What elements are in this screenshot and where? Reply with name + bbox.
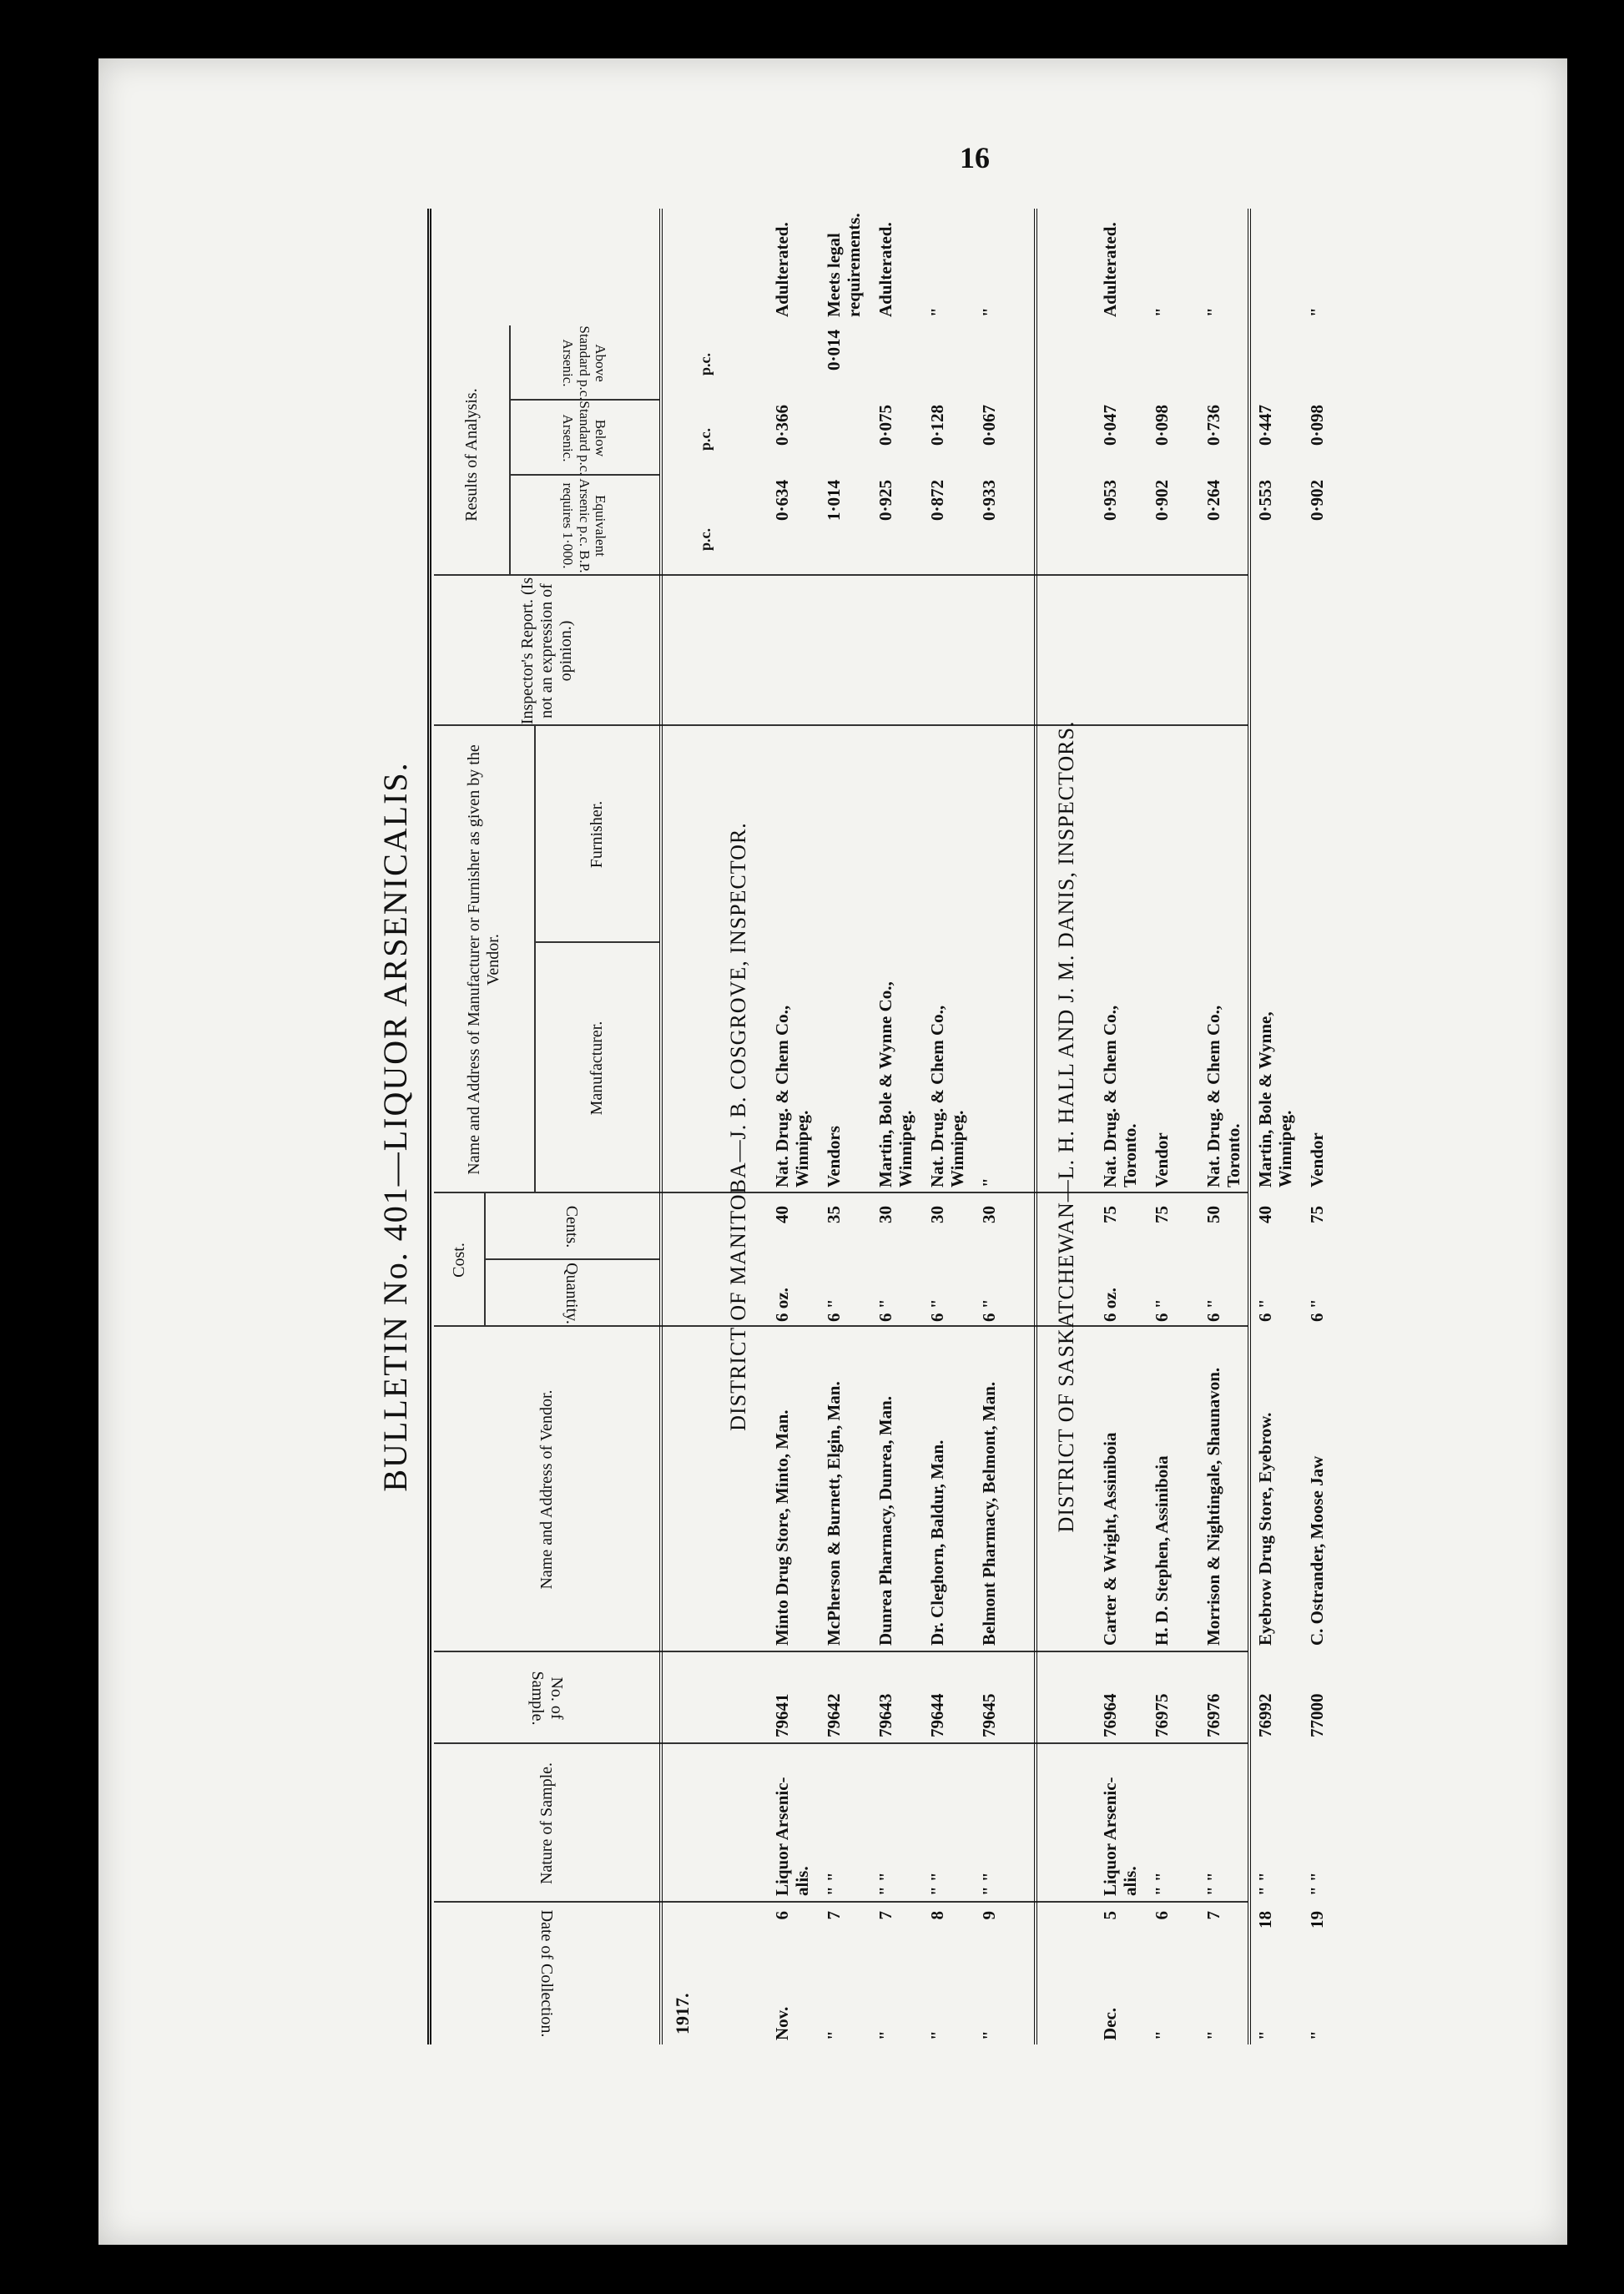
manufacturer-name: Vendors — [824, 1126, 844, 1187]
bulletin-title: BULLETIN No. 401—LIQUOR ARSENICALIS. — [376, 761, 414, 1492]
equivalent-arsenic: 0·264 — [1203, 480, 1223, 522]
sample-number: 76964 — [1100, 1693, 1120, 1737]
collection-day: 7 — [875, 1911, 895, 1920]
manufacturer-name: Martin, Bole & Wynne Co., Winnipeg. — [875, 981, 915, 1187]
header-maker-group: Name and Address of Manufacturer or Furnisher as given by the Vendor. — [465, 744, 502, 1175]
sample-number: 76992 — [1255, 1693, 1275, 1737]
header-quantity: Quantity. — [562, 1263, 582, 1324]
collection-month: " — [1307, 2030, 1327, 2040]
quantity: 6 " — [927, 1298, 947, 1322]
sample-nature: " " — [875, 1872, 895, 1896]
collection-day: 19 — [1307, 1911, 1327, 1928]
vendor-name: Minto Drug Store, Minto, Man. — [772, 1409, 792, 1646]
vendor-name: Morrison & Nightingale, Shaunavon. — [1203, 1367, 1223, 1646]
analyst-remarks: " — [1203, 307, 1223, 317]
header-above: Above Standard p.c. Arsenic. — [560, 325, 609, 401]
analyst-remarks: " — [1307, 307, 1327, 317]
sample-nature: " " — [1255, 1872, 1275, 1896]
section-divider-rule — [1034, 209, 1037, 2044]
equivalent-arsenic: 0·872 — [927, 480, 947, 522]
collection-day: 6 — [772, 1911, 792, 1920]
table-row — [824, 209, 874, 2044]
vendor-name: Dr. Cleghorn, Baldur, Man. — [927, 1439, 947, 1646]
collection-month: " — [1152, 2030, 1172, 2040]
header-furnisher: Furnisher. — [587, 800, 606, 869]
analyst-remarks: Adulterated. — [875, 222, 895, 317]
collection-day: 9 — [979, 1911, 999, 1920]
column-divider — [534, 941, 659, 943]
vendor-name: C. Ostrander, Moose Jaw — [1307, 1455, 1327, 1646]
equivalent-arsenic: 0·933 — [979, 480, 999, 522]
manufacturer-name: Nat. Drug. & Chem Co., Winnipeg. — [927, 1005, 967, 1187]
table-row — [979, 209, 1029, 2044]
analyst-remarks: Adulterated. — [772, 222, 792, 317]
sample-nature: " " — [1203, 1872, 1223, 1896]
rotated-table-region — [376, 209, 1327, 2044]
equivalent-arsenic: 0·553 — [1255, 480, 1275, 522]
below-standard: 0·067 — [979, 405, 999, 446]
below-standard: 0·098 — [1152, 405, 1172, 446]
sample-nature: " " — [927, 1872, 947, 1896]
manufacturer-name: Vendor — [1152, 1132, 1172, 1187]
vendor-name: McPherson & Burnett, Elgin, Man. — [824, 1381, 844, 1646]
sample-number: 79641 — [772, 1693, 792, 1737]
sample-nature: " " — [1307, 1872, 1327, 1896]
table-row — [1203, 209, 1253, 2044]
below-standard: 0·366 — [772, 405, 792, 446]
above-standard: 0·014 — [824, 330, 844, 371]
collection-month: " — [1203, 2030, 1223, 2040]
column-divider — [509, 474, 659, 476]
analyst-remarks: " — [927, 307, 947, 317]
cost-cents: 30 — [927, 1206, 947, 1223]
sample-number: 79643 — [875, 1693, 895, 1737]
header-date: Date of Collection. — [537, 1909, 557, 2038]
manufacturer-name: Vendor — [1307, 1132, 1327, 1187]
quantity: 6 " — [1152, 1298, 1172, 1322]
sample-number: 76976 — [1203, 1693, 1223, 1737]
page-number: 16 — [960, 141, 990, 174]
below-standard: 0·047 — [1100, 405, 1120, 446]
header-manufacturer: Manufacturer. — [587, 1021, 606, 1116]
quantity: 6 oz. — [1100, 1288, 1120, 1322]
collection-month: " — [979, 2030, 999, 2040]
header-sample-no: No. of Sample. — [528, 1671, 566, 1726]
collection-day: 7 — [1203, 1911, 1223, 1920]
table-row — [1307, 209, 1357, 2044]
table-row — [875, 209, 925, 2044]
quantity: 6 " — [1203, 1298, 1223, 1322]
below-standard: 0·098 — [1307, 405, 1327, 446]
sample-nature: " " — [824, 1872, 844, 1896]
sample-number: 79645 — [979, 1693, 999, 1737]
quantity: 6 " — [1307, 1298, 1327, 1322]
sample-number: 76975 — [1152, 1693, 1172, 1737]
manufacturer-name: Martin, Bole & Wynne, Winnipeg. — [1255, 1011, 1295, 1187]
collection-month: Dec. — [1100, 2007, 1120, 2040]
vendor-name: H. D. Stephen, Assiniboia — [1152, 1455, 1172, 1646]
quantity: 6 " — [1255, 1298, 1275, 1322]
header-below: Below Standard p.c. Arsenic. — [560, 401, 609, 476]
cost-cents: 75 — [1100, 1206, 1120, 1223]
sample-number: 79644 — [927, 1693, 947, 1737]
manufacturer-name: Nat. Drug. & Chem Co., Winnipeg. — [772, 1005, 812, 1187]
cost-cents: 40 — [772, 1206, 792, 1223]
vendor-name: Carter & Wright, Assiniboia — [1100, 1432, 1120, 1646]
units-label-pc: p.c. — [697, 428, 714, 451]
table-row — [772, 209, 822, 2044]
cost-cents: 50 — [1203, 1206, 1223, 1223]
district-heading: DISTRICT OF SASKATCHEWAN—L. H. HALL AND J. M. DANIS, INSPECTORS. — [1054, 720, 1078, 1533]
header-subrule — [509, 325, 511, 576]
quantity: 6 " — [824, 1298, 844, 1322]
equivalent-arsenic: 1·014 — [824, 480, 844, 522]
equivalent-arsenic: 0·925 — [875, 480, 895, 522]
cost-cents: 40 — [1255, 1206, 1275, 1223]
header-nature: Nature of Sample. — [537, 1762, 556, 1885]
sample-nature: Liquor Arsenic-alis. — [772, 1777, 812, 1896]
equivalent-arsenic: 0·902 — [1307, 480, 1327, 522]
header-vendor: Name and Address of Vendor. — [537, 1389, 556, 1590]
units-label-pc: p.c. — [697, 353, 714, 376]
district-heading: DISTRICT OF MANITOBA—J. B. COSGROVE, INSPECTOR. — [726, 822, 750, 1431]
vendor-name: Dunrea Pharmacy, Dunrea, Man. — [875, 1395, 895, 1646]
column-divider — [484, 1258, 659, 1260]
manufacturer-name: Nat. Drug. & Chem Co., Toronto. — [1100, 1005, 1140, 1187]
sample-nature: " " — [979, 1872, 999, 1896]
sample-nature: Liquor Arsenic-alis. — [1100, 1777, 1140, 1896]
cost-cents: 30 — [875, 1206, 895, 1223]
quantity: 6 " — [875, 1298, 895, 1322]
header-equivalent: Equivalent Arsenic p.c. B.P. requires 1·000. — [560, 478, 609, 573]
quantity: 6 " — [979, 1298, 999, 1322]
collection-month: Nov. — [772, 2006, 792, 2040]
collection-month: " — [1255, 2030, 1275, 2040]
cost-cents: 75 — [1307, 1206, 1327, 1223]
collection-day: 5 — [1100, 1911, 1120, 1920]
cost-cents: 75 — [1152, 1206, 1172, 1223]
year-label: 1917. — [672, 1993, 693, 2034]
table-row — [1100, 209, 1150, 2044]
table-row — [1255, 209, 1305, 2044]
collection-month: " — [875, 2030, 895, 2040]
header-top-rule — [427, 209, 431, 2044]
collection-day: 6 — [1152, 1911, 1172, 1920]
table-row — [927, 209, 977, 2044]
below-standard: 0·128 — [927, 405, 947, 446]
analyst-remarks: Meets legal requirements. — [824, 213, 864, 317]
table-row — [1152, 209, 1202, 2044]
below-standard: 0·736 — [1203, 405, 1223, 446]
header-cents: Cents. — [562, 1205, 582, 1248]
collection-month: " — [824, 2030, 844, 2040]
collection-day: 18 — [1255, 1911, 1275, 1928]
header-subrule — [534, 726, 536, 1193]
collection-month: " — [927, 2030, 947, 2040]
header-inspector: Inspector's Report. (Is not an expression of opinion.) — [517, 577, 575, 725]
analyst-remarks: " — [1152, 307, 1172, 317]
manufacturer-name: Nat. Drug. & Chem Co., Toronto. — [1203, 1005, 1243, 1187]
manufacturer-name: " — [979, 1177, 999, 1187]
below-standard: 0·447 — [1255, 405, 1275, 446]
sample-number: 77000 — [1307, 1693, 1327, 1737]
equivalent-arsenic: 0·953 — [1100, 480, 1120, 522]
analyst-remarks: Adulterated. — [1100, 222, 1120, 317]
sample-number: 79642 — [824, 1693, 844, 1737]
vendor-name: Eyebrow Drug Store, Eyebrow. — [1255, 1412, 1275, 1646]
header-cost: Cost. — [449, 1243, 468, 1278]
vendor-name: Belmont Pharmacy, Belmont, Man. — [979, 1381, 999, 1646]
header-bottom-rule — [659, 209, 663, 2044]
column-divider — [509, 399, 659, 401]
analyst-remarks: " — [979, 307, 999, 317]
table-bottom-rule — [1248, 209, 1251, 2044]
sample-nature: " " — [1152, 1872, 1172, 1896]
collection-day: 8 — [927, 1911, 947, 1920]
cost-cents: 30 — [979, 1206, 999, 1223]
collection-day: 7 — [824, 1911, 844, 1920]
header-results: Results of Analysis. — [461, 388, 481, 522]
units-label-pc: p.c. — [697, 528, 714, 551]
equivalent-arsenic: 0·902 — [1152, 480, 1172, 522]
equivalent-arsenic: 0·634 — [772, 480, 792, 522]
cost-cents: 35 — [824, 1206, 844, 1223]
below-standard: 0·075 — [875, 405, 895, 446]
quantity: 6 oz. — [772, 1288, 792, 1322]
header-subrule — [484, 1193, 486, 1327]
